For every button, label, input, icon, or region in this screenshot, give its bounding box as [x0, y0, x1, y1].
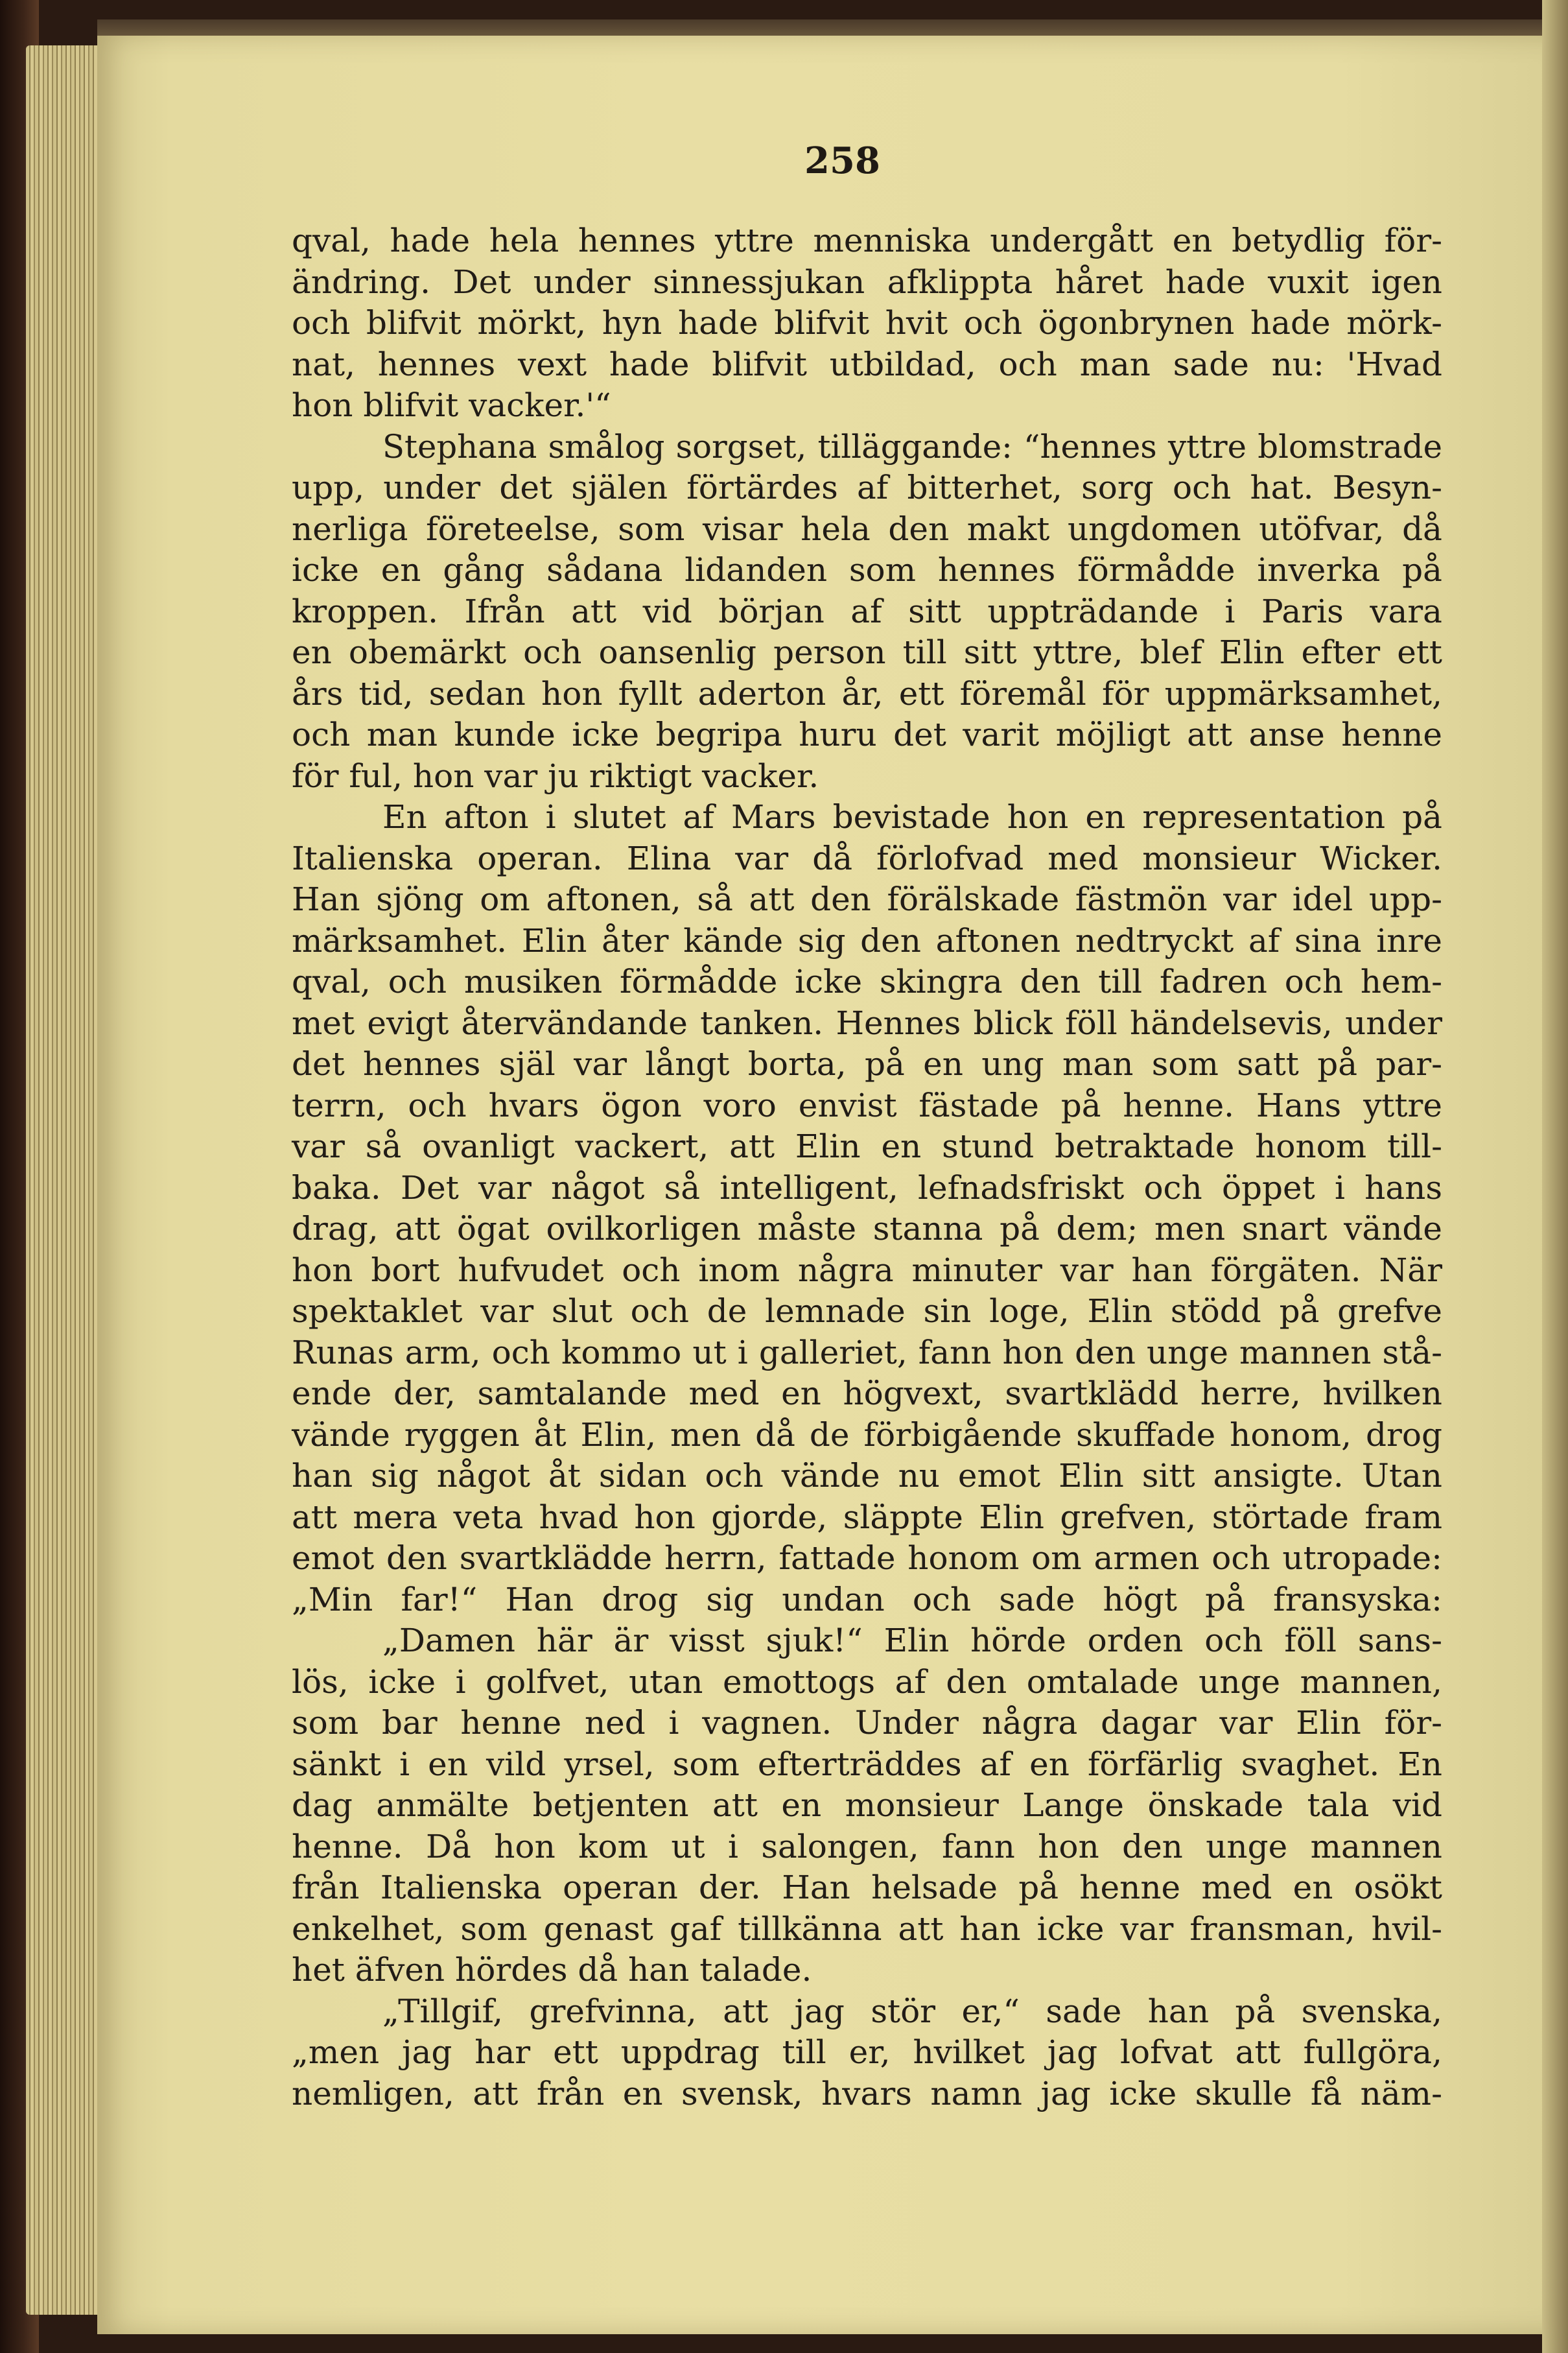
- text-line: nerliga företeelse, som visar hela den makt ungdomen utöfvar, då: [292, 510, 1442, 548]
- text-line: terrn, och hvars ögon voro envist fästade på henne. Hans yttre: [292, 1086, 1442, 1124]
- text-line: en obemärkt och oansenlig person till sitt yttre, blef Elin efter ett: [292, 633, 1442, 671]
- text-line: lös, icke i golfvet, utan emottogs af den omtalade unge mannen,: [292, 1662, 1442, 1701]
- text-line: baka. Det var något så intelligent, lefnadsfriskt och öppet i hans: [292, 1168, 1442, 1207]
- text-line: qval, och musiken förmådde icke skingra den till fadren och hem-: [292, 963, 1442, 1000]
- text-line: „Damen här är visst sjuk!“ Elin hörde orden och föll sans-: [382, 1622, 1442, 1659]
- text-line: met evigt återvändande tanken. Hennes blick föll händelsevis, under: [292, 1004, 1442, 1042]
- text-line: som bar henne ned i vagnen. Under några dagar var Elin för-: [292, 1704, 1442, 1742]
- text-line: från Italienska operan der. Han helsade på henne med en osökt: [292, 1869, 1442, 1906]
- text-line: han sig något åt sidan och vände nu emot Elin sitt ansigte. Utan: [292, 1457, 1442, 1495]
- text-line: henne. Då hon kom ut i salongen, fann hon den unge mannen: [292, 1827, 1442, 1865]
- text-line: hon blifvit vacker.'“: [292, 386, 611, 424]
- text-line: var så ovanligt vackert, att Elin en stund betraktade honom till-: [292, 1128, 1442, 1165]
- text-line: sänkt i en vild yrsel, som efterträddes af en förfärlig svaghet. En: [292, 1745, 1442, 1783]
- text-line: det hennes själ var långt borta, på en ung man som satt på par-: [292, 1045, 1442, 1083]
- text-line: enkelhet, som genast gaf tillkänna att han icke var fransman, hvil-: [292, 1910, 1442, 1948]
- text-line: hon bort hufvudet och inom några minuter var han förgäten. När: [292, 1251, 1442, 1289]
- text-line: kroppen. Ifrån att vid början af sitt uppträdande i Paris vara: [292, 592, 1442, 630]
- page-number: 258: [804, 139, 880, 182]
- text-line: het äfven hördes då han talade.: [292, 1951, 812, 1989]
- text-line: nemligen, att från en svensk, hvars namn jag icke skulle få näm-: [292, 2074, 1442, 2112]
- text-line: „Min far!“ Han drog sig undan och sade högt på fransyska:: [292, 1580, 1442, 1618]
- text-line: emot den svartklädde herrn, fattade honom om armen och utropade:: [292, 1539, 1442, 1577]
- text-line: Stephana smålog sorgset, tilläggande: “hennes yttre blomstrade: [382, 427, 1442, 466]
- text-line: Runas arm, och kommo ut i galleriet, fann hon den unge mannen stå-: [292, 1333, 1442, 1371]
- text-line: „Tillgif, grefvinna, att jag stör er,“ sade han på svenska,: [382, 1992, 1442, 2030]
- text-line: „men jag har ett uppdrag till er, hvilket jag lofvat att fullgöra,: [292, 2033, 1442, 2071]
- text-line: och man kunde icke begripa huru det varit möjligt att anse henne: [292, 716, 1442, 753]
- body-text: [292, 220, 1442, 2114]
- text-line: för ful, hon var ju riktigt vacker.: [292, 757, 819, 795]
- right-page-edge: [1542, 0, 1568, 2353]
- text-line: dag anmälte betjenten att en monsieur Lange önskade tala vid: [292, 1786, 1442, 1824]
- text-line: ändring. Det under sinnessjukan afklippta håret hade vuxit igen: [292, 263, 1442, 301]
- text-line: års tid, sedan hon fyllt aderton år, ett föremål för uppmärksamhet,: [292, 674, 1442, 713]
- text-line: qval, hade hela hennes yttre menniska undergått en betydlig för-: [292, 222, 1442, 259]
- text-line: Italienska operan. Elina var då förlofvad med monsieur Wicker.: [292, 839, 1442, 877]
- text-line: vände ryggen åt Elin, men då de förbigående skuffade honom, drog: [292, 1415, 1442, 1454]
- text-line: märksamhet. Elin åter kände sig den aftonen nedtryckt af sina inre: [292, 921, 1442, 960]
- text-line: nat, hennes vext hade blifvit utbildad, och man sade nu: 'Hvad: [292, 345, 1442, 383]
- text-line: ende der, samtalande med en högvext, svartklädd herre, hvilken: [292, 1375, 1442, 1412]
- text-line: och blifvit mörkt, hyn hade blifvit hvit och ögonbrynen hade mörk-: [292, 304, 1442, 342]
- text-line: drag, att ögat ovilkorligen måste stanna på dem; men snart vände: [292, 1210, 1442, 1247]
- text-line: En afton i slutet af Mars bevistade hon en representation på: [382, 798, 1442, 836]
- text-line: spektaklet var slut och de lemnade sin loge, Elin stödd på grefve: [292, 1292, 1442, 1330]
- text-line: icke en gång sådana lidanden som hennes förmådde inverka på: [292, 551, 1442, 589]
- text-line: upp, under det själen förtärdes af bitterhet, sorg och hat. Besyn-: [292, 469, 1442, 506]
- text-line: Han sjöng om aftonen, så att den förälskade fästmön var idel upp-: [292, 881, 1442, 918]
- text-line: att mera veta hvad hon gjorde, släppte Elin grefven, störtade fram: [292, 1498, 1442, 1536]
